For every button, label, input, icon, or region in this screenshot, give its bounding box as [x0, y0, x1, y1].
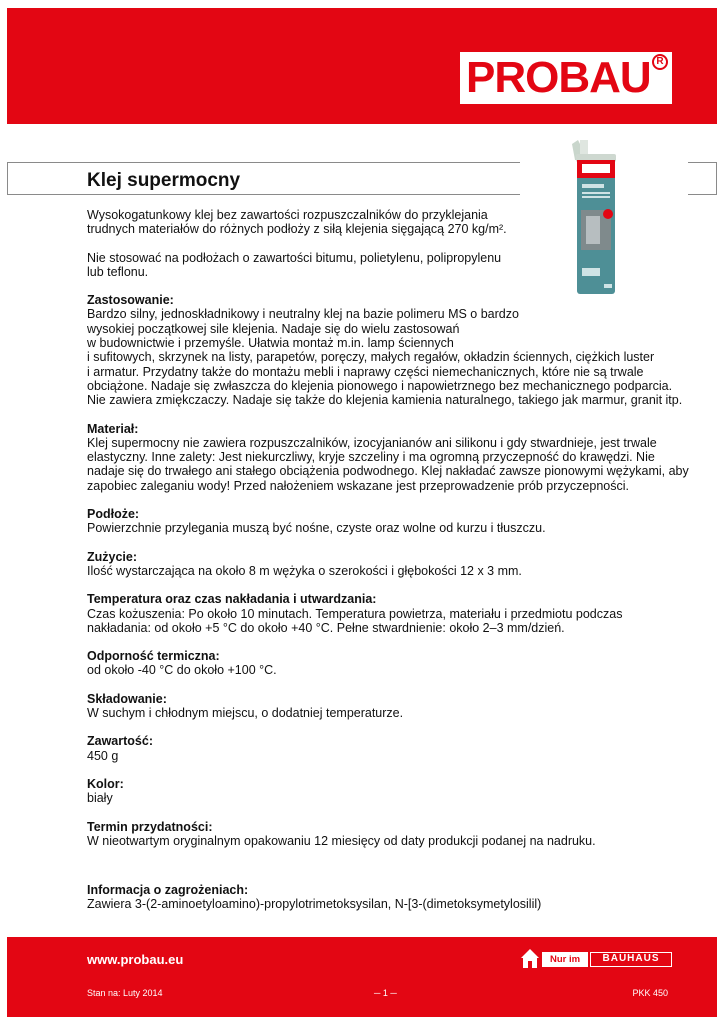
section-heading: Zużycie:	[87, 549, 138, 564]
section-temperatura	[87, 592, 687, 635]
section-heading: Kolor:	[87, 776, 124, 791]
intro-paragraph	[87, 208, 687, 237]
website-link[interactable]: www.probau.eu	[87, 952, 184, 967]
logo-text: PROBAU	[466, 53, 651, 102]
section-heading: Podłoże:	[87, 507, 140, 522]
section-zuzycie	[87, 550, 687, 579]
page-title: Klej supermocny	[87, 170, 241, 191]
text-line: Klej supermocny nie zawiera rozpuszczalników, izocyjanianów ani silikonu i gdy stwardnieje, jest trwale	[87, 435, 657, 450]
section-podloze	[87, 507, 687, 536]
text-line: trudnych materiałów do różnych podłoży z siłą klejenia sięgającą 270 kg/m².	[87, 222, 507, 237]
text-line: nadaje się do trwałego ani stałego obciążenia podwodnego. Klej nakładać zawsze pionowymi wężykami, aby	[87, 464, 689, 479]
text-line: i sufitowych, skrzynek na listy, parapetów, poręczy, małych regałów, okładzin ściennych, ciężkich luster	[87, 350, 655, 365]
section-heading: Materiał:	[87, 421, 139, 436]
text-line: nakładania: od około +5 °C do około +40 °C. Pełne stwardnienie: około 2–3 mm/dzień.	[87, 620, 565, 635]
text-line: zapobiec zaleganiu wody! Przed nałożeniem wskazane jest przeprowadzenie prób przyczepności.	[87, 478, 629, 493]
section-heading: Zawartość:	[87, 734, 153, 749]
text-line: elastyczny. Inne zalety: Jest niekurczliwy, kryje szczeliny i ma ogromną przyczepność do krawędzi. Nie	[87, 450, 655, 465]
text-line: i armatur. Przydatny także do montażu mebli i naprawy części niemechanicznych, które nie są trwale	[87, 364, 644, 379]
section-heading: Składowanie:	[87, 691, 167, 706]
section-heading: Temperatura oraz czas nakładania i utwardzania:	[87, 592, 377, 607]
bauhaus-logo	[520, 948, 672, 970]
text-line: od około -40 °C do około +100 °C.	[87, 663, 277, 678]
text-line: wysokiej początkowej sile klejenia. Nadaje się do wielu zastosowań	[87, 321, 460, 336]
registered-mark: R	[652, 54, 668, 70]
text-line: Nie stosować na podłożach o zawartości bitumu, polietylenu, polipropylenu	[87, 250, 502, 265]
text-line: W nieotwartym oryginalnym opakowaniu 12 miesięcy od daty produkcji podanej na nadruku.	[87, 833, 596, 848]
text-line: Zawiera 3-(2-aminoetyloamino)-propylotrimetoksysilan, N-[3-(dimetoksymetylosilil)	[87, 897, 542, 912]
bauhaus-name-label: BAUHAUS	[590, 952, 672, 967]
section-skladowanie	[87, 692, 687, 721]
product-code: PKK 450	[632, 988, 668, 998]
text-line: biały	[87, 791, 113, 806]
warning-paragraph	[87, 251, 687, 280]
text-line: Czas kożuszenia: Po około 10 minutach. Temperatura powietrza, materiału i przedmiotu podczas	[87, 606, 623, 621]
section-kolor	[87, 777, 687, 806]
section-heading: Termin przydatności:	[87, 819, 213, 834]
text-line: obciążone. Nadaje się zwłaszcza do klejenia pionowego i napowietrznego bez mechanicznego podparcia.	[87, 378, 673, 393]
section-zastosowanie	[87, 293, 687, 407]
text-line: lub teflonu.	[87, 264, 149, 279]
section-heading: Odporność termiczna:	[87, 649, 220, 664]
page-number: ─ 1 ─	[374, 988, 397, 998]
bauhaus-nur-label: Nur im	[542, 952, 588, 967]
text-line: 450 g	[87, 748, 119, 763]
section-heading: Informacja o zagrożeniach:	[87, 883, 249, 898]
main-content	[87, 208, 687, 912]
footer-date: Stan na: Luty 2014	[87, 988, 163, 998]
probau-logo	[460, 52, 672, 104]
section-material	[87, 422, 687, 493]
section-zawartosc	[87, 734, 687, 763]
text-line: w budownictwie i przemyśle. Ułatwia montaż m.in. lamp ściennych	[87, 336, 454, 351]
section-termin	[87, 820, 687, 849]
text-line: Wysokogatunkowy klej bez zawartości rozpuszczalników do przyklejania	[87, 208, 488, 222]
section-odpornosc	[87, 649, 687, 678]
text-line: Ilość wystarczająca na około 8 m wężyka o szerokości i głębokości 12 x 3 mm.	[87, 563, 522, 578]
text-line: Nie zawiera zmiękczaczy. Nadaje się także do klejenia kamienia naturalnego, takiego jak marmur, granit itp.	[87, 393, 683, 408]
house-icon	[520, 948, 540, 970]
text-line: Powierzchnie przylegania muszą być nośne, czyste oraz wolne od kurzu i tłuszczu.	[87, 521, 546, 536]
text-line: W suchym i chłodnym miejscu, o dodatniej temperaturze.	[87, 706, 404, 721]
section-heading: Zastosowanie:	[87, 293, 174, 308]
text-line: Bardzo silny, jednoskładnikowy i neutralny klej na bazie polimeru MS o bardzo	[87, 307, 519, 322]
section-zagrozenia	[87, 883, 687, 912]
